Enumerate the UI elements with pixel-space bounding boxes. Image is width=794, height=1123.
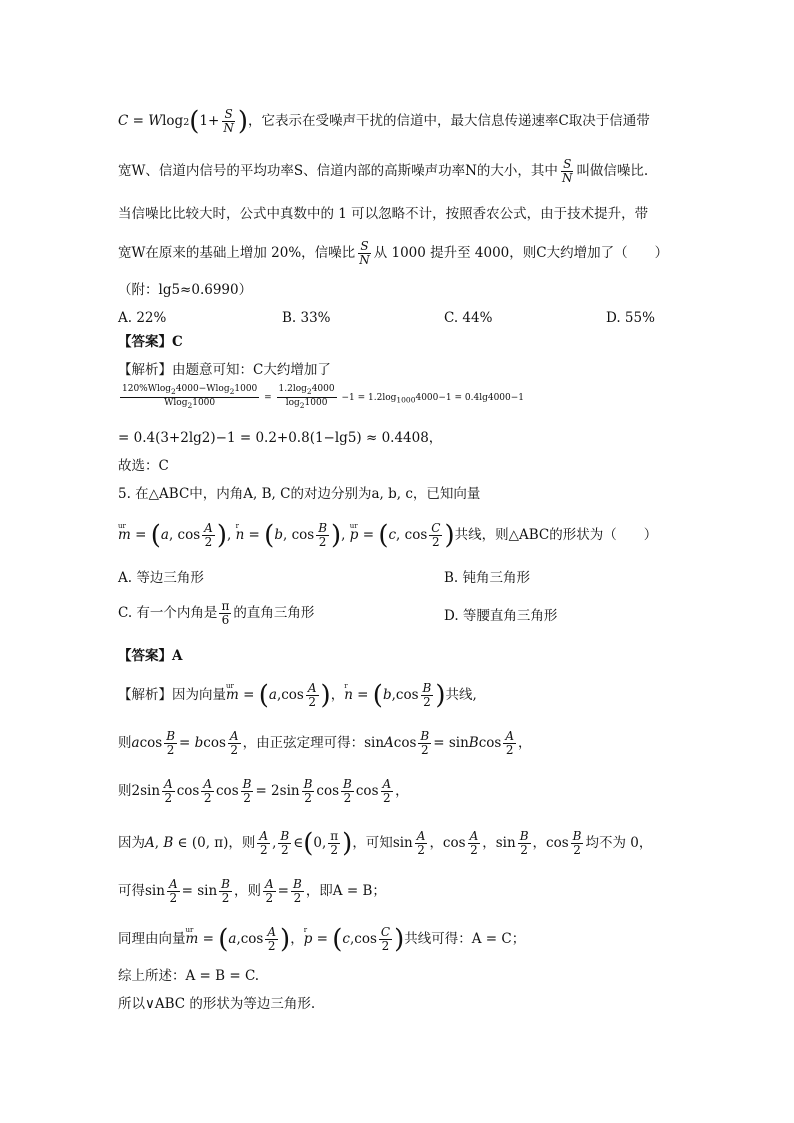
q4-choose: 故选：C	[118, 458, 169, 474]
q4-option-b: B. 33%	[282, 310, 331, 326]
q5-analysis-3: 则2sin $\frac{A}{2}$ cos $\frac{A}{2}$ cos $\frac{B}{2}$ = 2sin $\frac{B}{2}$ cos $\frac{B}{2}$ cos $\frac{A}{2}$ ，	[118, 777, 409, 805]
q5-option-b: B. 钝角三角形	[444, 570, 531, 586]
q4-line4-tail: 从 1000 提升至 4000，则C大约增加了（ ）	[373, 245, 669, 261]
q4-answer: 【答案】C	[118, 334, 183, 350]
q4-option-d: D. 55%	[606, 310, 655, 326]
q4-option-a: A. 22%	[118, 310, 167, 326]
q4-line3: 当信噪比比较大时，公式中真数中的 1 可以忽略不计，按照香农公式，由于技术提升，带	[118, 206, 649, 222]
q5-analysis-5: 可得sin $\frac{A}{2}$ = sin $\frac{B}{2}$ ，则 $\frac{A}{2}$ = $\frac{B}{2}$ ，即A = B；	[118, 877, 386, 905]
q5-analysis-7: 综上所述：A = B = C.	[118, 968, 260, 984]
q4-line4-text: 宽W在原来的基础上增加 20%，信噪比	[118, 245, 356, 261]
q4-note: （附：lg5≈0.6990）	[118, 282, 253, 298]
q5-option-d: D. 等腰直角三角形	[444, 608, 558, 624]
shannon-formula: C = W	[118, 113, 163, 129]
q5-option-a: A. 等边三角形	[118, 570, 204, 586]
vector-p: ur p	[350, 525, 359, 545]
q5-stem1: 5. 在△ABC中，内角A, B, C的对边分别为a, b, c，已知向量	[118, 486, 481, 502]
q4-line1-text: ，它表示在受噪声干扰的信道中，最大信息传递速率C取决于信通带	[247, 113, 650, 129]
q4-analysis: 【解析】由题意可知：C大约增加了	[118, 362, 331, 378]
q5-analysis-6: 同理由向量ur m = (a,cos $\frac{A}{2}$ )，r p = (c,cos $\frac{C}{2}$ )共线可得：A = C；	[118, 926, 694, 953]
q4-line2: 宽W、信道内信号的平均功率S、信道内部的高斯噪声功率N的大小，其中 $\frac{S}{N}$ 叫做信噪比.	[118, 157, 649, 185]
q4-line2-text: 宽W、信道内信号的平均功率S、信道内部的高斯噪声功率N的大小，其中	[118, 163, 558, 179]
q5-analysis-2: 则acos $\frac{B}{2}$ = bcos $\frac{A}{2}$ ，由正弦定理可得：sinAcos $\frac{B}{2}$ = sinBcos $\frac{A}{2}$ ，	[118, 729, 532, 757]
q4-line1: C = Wlog2(1+ $\frac{S}{N}$ )，它表示在受噪声干扰的信道中，最大信息传递速率C取决于信通带	[118, 106, 650, 137]
q4-calc2: = 0.4(3+2lg2)−1 = 0.2+0.8(1−lg5) ≈ 0.4408，	[118, 430, 443, 446]
vector-n: r n	[236, 525, 245, 545]
q5-analysis-1: 【解析】因为向量ur m = (a,cos $\frac{A}{2}$ )，r n = (b,cos $\frac{B}{2}$ )共线,	[118, 682, 694, 709]
q4-calc1: $\frac{120\%Wlog_24000-Wlog_21000}{Wlog_21000}$ = $\frac{1.2\log_24000}{\log_21000}$ $-1 = 1.2\log_{1000}4000-1 = 0.4\lg 4000-1$	[122, 384, 525, 410]
vector-m: ur m	[118, 525, 131, 545]
q4-option-c: C. 44%	[444, 310, 493, 326]
q5-stem2-tail: 共线，则△ABC的形状为（ ）	[454, 527, 658, 543]
q5-option-c: C. 有一个内角是 $\frac{\pi}{6}$ 的直角三角形	[118, 599, 315, 627]
q4-line2-tail: 叫做信噪比.	[576, 163, 649, 179]
q4-line4: 宽W在原来的基础上增加 20%，信噪比 $\frac{S}{N}$ 从 1000 提升至 4000，则C大约增加了（ ）	[118, 239, 669, 267]
q5-analysis-4: 因为A, B ∈ (0, π)，则 $\frac{A}{2}$ , $\frac{B}{2}$ ∈(0, $\frac{\pi}{2}$ )，可知sin $\frac{A}{2}$ ，cos $\frac{A}{2}$ ，sin $\frac{B}{2}$ ，cos $\frac{B}{2}$ 均不为 0，	[118, 828, 653, 859]
q5-answer: 【答案】A	[118, 648, 183, 664]
q5-analysis-8: 所以∨ABC 的形状为等边三角形.	[118, 996, 316, 1012]
q5-stem2: ur m = (a, cos $\frac{A}{2}$ ), r n = (b, cos $\frac{B}{2}$ ), ur p = (c, cos $\frac{C}{2}$ )共线，则△ABC的形状为（ ）	[118, 522, 694, 549]
